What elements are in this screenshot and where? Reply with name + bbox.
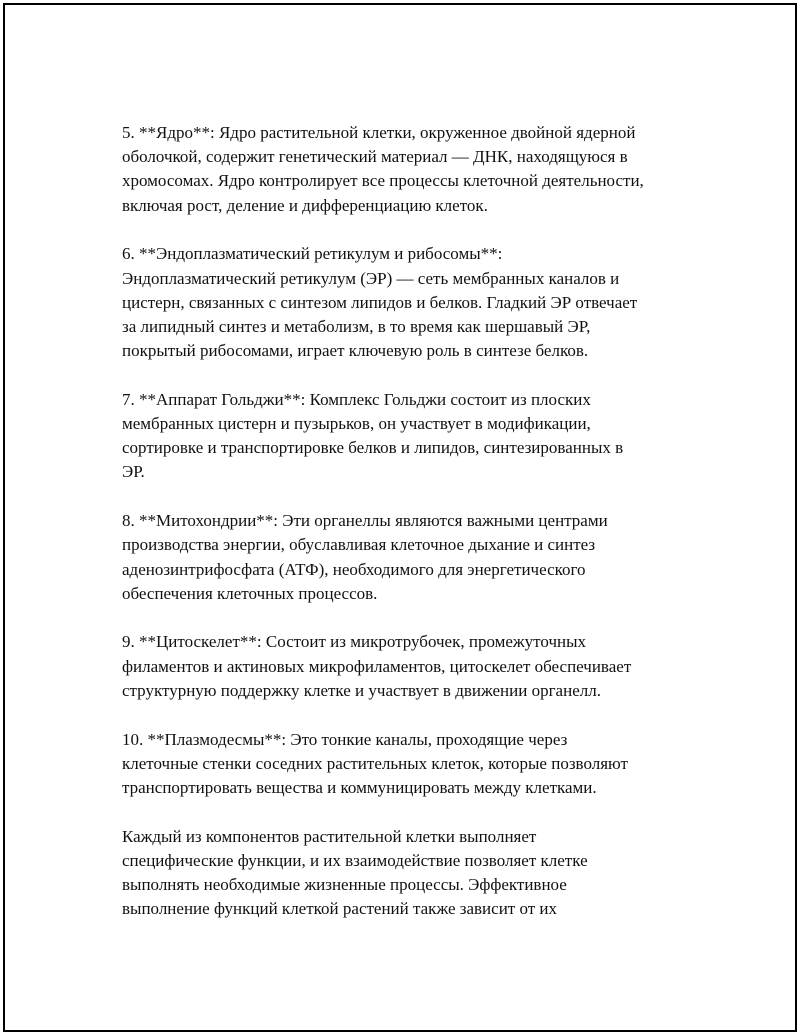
text-line: мембранных цистерн и пузырьков, он участвует в модификации, [122, 414, 591, 434]
paragraph-endoplasmic-reticulum [122, 242, 692, 363]
paragraph-mitochondria [122, 509, 692, 606]
text-line: 9. **Цитоскелет**: Состоит из микротрубочек, промежуточных [122, 632, 587, 652]
text-line: структурную поддержку клетке и участвует в движении органелл. [122, 680, 601, 700]
text-line: 10. **Плазмодесмы**: Это тонкие каналы, проходящие через [122, 729, 568, 749]
text-line: аденозинтрифосфата (АТФ), необходимого для энергетического [122, 559, 586, 579]
page-frame [3, 3, 797, 1032]
text-line: Каждый из компонентов растительной клетки выполняет [122, 826, 537, 846]
paragraph-cytoskeleton [122, 630, 692, 703]
text-line: выполнение функций клеткой растений также зависит от их [122, 899, 558, 919]
text-line: 7. **Аппарат Гольджи**: Комплекс Гольджи состоит из плоских [122, 389, 591, 409]
text-line: включая рост, деление и дифференциацию клеток. [122, 195, 488, 215]
paragraph-golgi [122, 388, 692, 485]
paragraph-nucleus [122, 121, 692, 218]
text-line: производства энергии, обуславливая клеточное дыхание и синтез [122, 535, 596, 555]
text-line: филаментов и актиновых микрофиламентов, цитоскелет обеспечивает [122, 656, 632, 676]
text-line: 5. **Ядро**: Ядро растительной клетки, окруженное двойной ядерной [122, 123, 636, 142]
text-line: транспортировать вещества и коммуницировать между клетками. [122, 777, 597, 797]
text-line: 6. **Эндоплазматический ретикулум и рибосомы**: [122, 244, 503, 264]
paragraph-conclusion [122, 825, 692, 922]
text-line: 8. **Митохондрии**: Эти органеллы являются важными центрами [122, 511, 608, 531]
text-line: ЭР. [122, 462, 145, 482]
text-line: Эндоплазматический ретикулум (ЭР) — сеть мембранных каналов и [122, 268, 620, 288]
text-line: сортировке и транспортировке белков и липидов, синтезированных в [122, 438, 624, 458]
text-line: клеточные стенки соседних растительных клеток, которые позволяют [122, 753, 628, 773]
document-body [122, 121, 692, 946]
text-line: покрытый рибосомами, играет ключевую роль в синтезе белков. [122, 341, 589, 361]
text-line: хромосомах. Ядро контролирует все процессы клеточной деятельности, [122, 171, 644, 191]
text-line: специфические функции, и их взаимодействие позволяет клетке [122, 850, 588, 870]
text-line: выполнять необходимые жизненные процессы. Эффективное [122, 875, 567, 895]
text-line: цистерн, связанных с синтезом липидов и белков. Гладкий ЭР отвечает [122, 292, 638, 312]
paragraph-plasmodesmata [122, 728, 692, 801]
text-line: оболочкой, содержит генетический материал — ДНК, находящуюся в [122, 147, 628, 167]
text-line: обеспечения клеточных процессов. [122, 583, 378, 603]
text-line: за липидный синтез и метаболизм, в то время как шершавый ЭР, [122, 316, 591, 336]
